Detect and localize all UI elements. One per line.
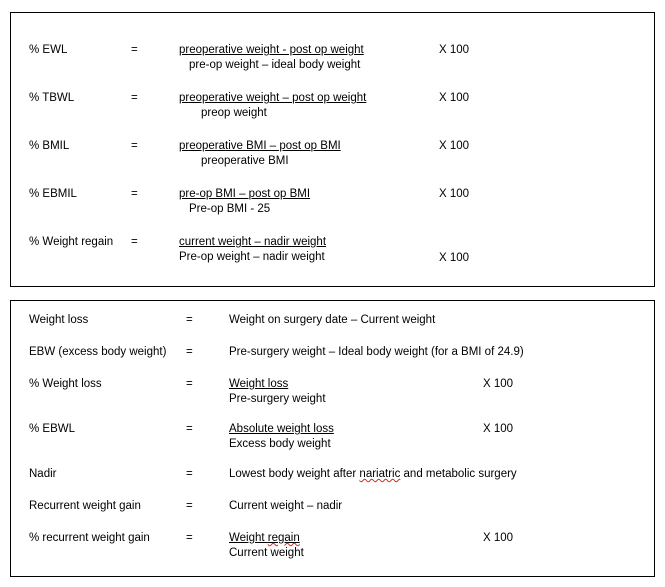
row-value-suffix: and metabolic surgery: [400, 468, 517, 480]
multiplier: X 100: [439, 44, 470, 56]
equals-sign: =: [186, 314, 193, 326]
fraction: [179, 187, 310, 217]
misspelled-word: nariatric: [359, 468, 401, 480]
fraction-denominator: Pre-op weight – nadir weight: [179, 251, 325, 263]
numerator-prefix: Weight: [229, 532, 268, 544]
multiplier: X 100: [439, 92, 470, 104]
fraction-denominator: preop weight: [201, 107, 267, 119]
row-label: % BMIL: [29, 140, 70, 152]
multiplier: X 100: [483, 532, 514, 544]
fraction-numerator: [229, 531, 304, 546]
multiplier: X 100: [439, 140, 470, 152]
fraction-numerator: preoperative weight - post op weight: [179, 44, 364, 56]
row-label: Recurrent weight gain: [29, 500, 141, 512]
row-value: Pre-surgery weight – Ideal body weight (for a BMI of 24.9): [229, 346, 524, 358]
multiplier: X 100: [439, 252, 470, 264]
formula-box-top: [10, 12, 655, 287]
fraction-numerator: pre-op BMI – post op BMI: [179, 188, 311, 200]
fraction: [179, 91, 366, 121]
row-label: Nadir: [29, 468, 57, 480]
equals-sign: =: [186, 468, 193, 480]
fraction-numerator: preoperative weight – post op weight: [179, 92, 367, 104]
fraction-numerator: Weight loss: [229, 378, 289, 390]
multiplier: X 100: [439, 188, 470, 200]
fraction: [179, 139, 341, 169]
fraction-numerator: preoperative BMI – post op BMI: [179, 140, 341, 152]
fraction-numerator: current weight – nadir weight: [179, 236, 327, 248]
equals-sign: =: [131, 236, 138, 248]
equals-sign: =: [131, 140, 138, 152]
row-label: % EBWL: [29, 423, 76, 435]
row-label: % Weight regain: [29, 236, 114, 248]
multiplier: X 100: [483, 378, 514, 390]
row-value: Weight on surgery date – Current weight: [229, 314, 436, 326]
row-label: % Weight loss: [29, 378, 102, 390]
fraction: [179, 235, 326, 265]
multiplier: X 100: [483, 423, 514, 435]
fraction: [229, 422, 334, 452]
formula-box-bottom: [10, 300, 655, 577]
fraction-denominator: Current weight: [229, 547, 304, 559]
equals-sign: =: [186, 423, 193, 435]
equals-sign: =: [131, 188, 138, 200]
equals-sign: =: [186, 378, 193, 390]
equals-sign: =: [186, 532, 193, 544]
row-label: EBW (excess body weight): [29, 346, 167, 358]
fraction-numerator: Absolute weight loss: [229, 423, 334, 435]
fraction: [229, 531, 304, 561]
fraction-denominator: Pre-surgery weight: [229, 393, 326, 405]
row-label: % TBWL: [29, 92, 75, 104]
equals-sign: =: [131, 44, 138, 56]
fraction: [229, 377, 326, 407]
equals-sign: =: [131, 92, 138, 104]
fraction-denominator: Excess body weight: [229, 438, 331, 450]
row-label: % EWL: [29, 44, 68, 56]
row-value: Current weight – nadir: [229, 500, 343, 512]
equals-sign: =: [186, 346, 193, 358]
fraction-denominator: pre-op weight – ideal body weight: [189, 59, 361, 71]
fraction: [179, 43, 364, 73]
row-value: [229, 467, 517, 482]
row-value-prefix: Lowest body weight after: [229, 468, 360, 480]
fraction-denominator: Pre-op BMI - 25: [189, 203, 271, 215]
misspelled-word: regain: [267, 532, 300, 544]
fraction-denominator: preoperative BMI: [201, 155, 289, 167]
row-label: % recurrent weight gain: [29, 532, 150, 544]
row-label: % EBMIL: [29, 188, 77, 200]
row-label: Weight loss: [29, 314, 89, 326]
equals-sign: =: [186, 500, 193, 512]
